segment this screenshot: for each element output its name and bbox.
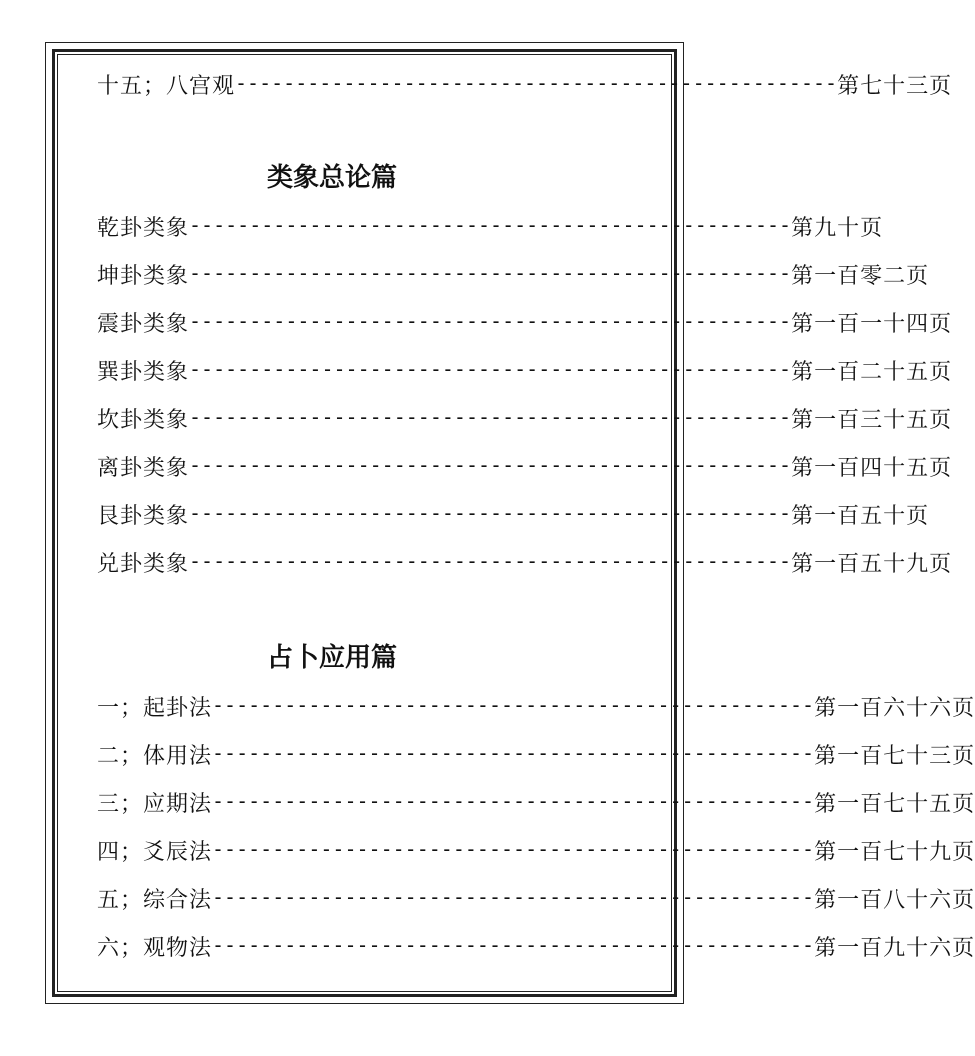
toc-leader: -------------------------------------------------- — [212, 837, 815, 861]
toc-entry-page: 第九十页 — [791, 215, 884, 241]
toc-entry-label: 艮卦类象 — [97, 503, 190, 529]
toc-entry-page: 第一百四十五页 — [791, 455, 953, 481]
toc-entry[interactable] — [97, 778, 975, 826]
toc-entry-label: 离卦类象 — [97, 455, 190, 481]
toc-entry-label: 五；综合法 — [97, 887, 213, 913]
toc-entry-page: 第一百二十五页 — [791, 359, 953, 385]
toc-leader: -------------------------------------------------- — [189, 549, 792, 573]
toc-entry-label: 巽卦类象 — [97, 359, 190, 385]
toc-leader: -------------------------------------------------- — [189, 261, 792, 285]
toc-entry-page: 第一百七十三页 — [814, 743, 975, 769]
toc-entry-page: 第一百七十五页 — [814, 791, 975, 817]
toc-leader: -------------------------------------------------- — [189, 405, 792, 429]
toc-entry-label: 坤卦类象 — [97, 263, 190, 289]
toc-entry-label: 一；起卦法 — [97, 695, 213, 721]
toc-leader: -------------------------------------------------- — [212, 933, 815, 957]
toc-leader: -------------------------------------------------- — [212, 741, 815, 765]
toc-leader: -------------------------------------------------- — [212, 885, 815, 909]
toc-leader: -------------------------------------------------- — [212, 789, 815, 813]
toc-entry[interactable] — [97, 442, 953, 490]
toc-entry[interactable] — [97, 490, 930, 538]
toc-entry[interactable] — [97, 394, 953, 442]
toc-entry-label: 四；爻辰法 — [97, 839, 213, 865]
toc-entry-label: 二；体用法 — [97, 743, 213, 769]
toc-entry-label: 坎卦类象 — [97, 407, 190, 433]
section-title-zhanbu: 占卜应用篇 — [266, 643, 397, 673]
toc-entry-page: 第一百六十六页 — [814, 695, 975, 721]
toc-entry[interactable] — [97, 682, 975, 730]
toc-entry[interactable] — [97, 826, 975, 874]
toc-entry[interactable] — [97, 60, 953, 108]
toc-entry-page: 第一百一十四页 — [791, 311, 953, 337]
toc-entry-page: 第一百八十六页 — [814, 887, 975, 913]
toc-entry-page: 第一百九十六页 — [814, 935, 975, 961]
toc-leader: -------------------------------------------------- — [189, 309, 792, 333]
toc-leader: -------------------------------------------------- — [189, 501, 792, 525]
toc-entry-label: 兑卦类象 — [97, 551, 190, 577]
toc-entry-label: 震卦类象 — [97, 311, 190, 337]
toc-entry-page: 第一百三十五页 — [791, 407, 953, 433]
toc-entry-page: 第一百五十页 — [791, 503, 930, 529]
toc-entry-label: 十五；八宫观 — [97, 73, 236, 99]
toc-entry-page: 第一百五十九页 — [791, 551, 953, 577]
toc-leader: -------------------------------------------------- — [189, 453, 792, 477]
toc-entry[interactable] — [97, 298, 953, 346]
toc-entry[interactable] — [97, 922, 975, 970]
toc-entry[interactable] — [97, 538, 953, 586]
table-of-contents — [97, 60, 975, 970]
section-title-leixiang: 类象总论篇 — [266, 163, 397, 193]
toc-entry-label: 三；应期法 — [97, 791, 213, 817]
toc-leader: -------------------------------------------------- — [235, 71, 838, 95]
toc-entry[interactable] — [97, 250, 930, 298]
toc-entry[interactable] — [97, 730, 975, 778]
toc-entry-label: 六；观物法 — [97, 935, 213, 961]
toc-entry-label: 乾卦类象 — [97, 215, 190, 241]
toc-entry-page: 第一百七十九页 — [814, 839, 975, 865]
toc-leader: -------------------------------------------------- — [189, 357, 792, 381]
toc-entry-page: 第七十三页 — [837, 73, 953, 99]
toc-entry[interactable] — [97, 874, 975, 922]
toc-entry[interactable] — [97, 202, 884, 250]
toc-leader: -------------------------------------------------- — [189, 213, 792, 237]
toc-entry[interactable] — [97, 346, 953, 394]
toc-leader: -------------------------------------------------- — [212, 693, 815, 717]
toc-entry-page: 第一百零二页 — [791, 263, 930, 289]
